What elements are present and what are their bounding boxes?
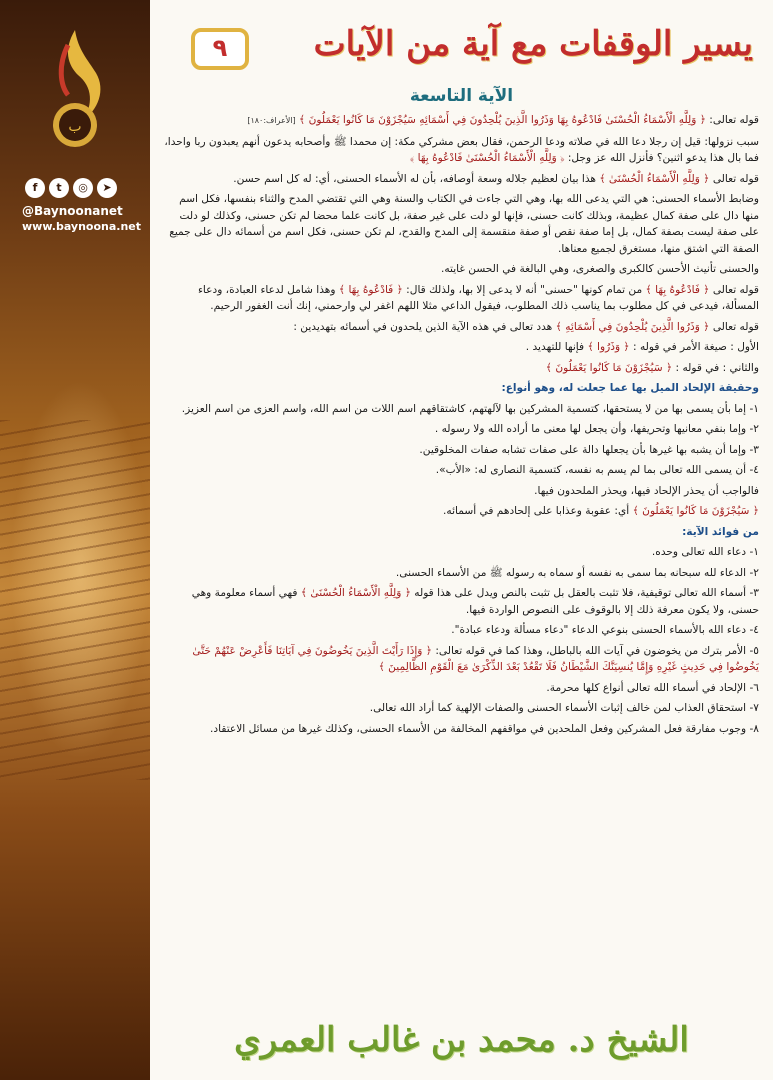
paragraph: والحسنى تأنيث الأحسن كالكبرى والصغرى، وهي البالغة في الحسن غايته. xyxy=(440,263,759,275)
section-heading: من فوائد الآية: xyxy=(682,525,759,538)
list-item: ٢- الدعاء لله سبحانه بما سمى به نفسه أو سماه به رسوله ﷺ من الأسماء الحسنى. xyxy=(395,566,759,579)
quran-quote: ﴿ وَلِلَّهِ الْأَسْمَاءُ الْحُسْنَىٰ ﴾ xyxy=(300,587,411,599)
list-item: ٥- الأمر بترك من يخوضون في آيات الله بالباطل، وهذا كما في قوله تعالى: ﴿ وَإِذَا رَأَيْتَ الَّذِينَ يَخُوضُونَ فِي آيَاتِنَا فَأَعْرِضْ عَنْهُمْ حَتَّىٰ يَخُوضُوا فِي حَدِيثٍ غَيْرِهِ وَإِمَّا يُنسِيَنَّكَ الشَّيْطَانُ فَلَا تَقْعُدْ بَعْدَ الذِّكْرَىٰ مَعَ الْقَوْمِ الظَّالِمِينَ ﴾ xyxy=(192,644,759,673)
svg-text:ب: ب xyxy=(68,119,82,135)
social-handle: @Baynoonanet xyxy=(22,204,123,218)
episode-number-badge: ٩ xyxy=(191,28,249,70)
header xyxy=(163,18,763,78)
author-signature: الشيخ د. محمد بن غالب العمري xyxy=(234,1020,689,1060)
website-link[interactable]: www.baynoona.net xyxy=(22,220,142,233)
page-title: يسير الوقفات مع آية من الآيات xyxy=(313,24,753,64)
quran-quote: ﴿ وَلِلَّهِ الْأَسْمَاءُ الْحُسْنَىٰ ﴾ xyxy=(599,172,710,185)
list-item: ٧- استحقاق العذاب لمن خالف إثبات الأسماء الحسنى والصفات الإلهية كما أراد الله تعالى. xyxy=(369,702,759,714)
list-item: ١- دعاء الله تعالى وحده. xyxy=(651,546,759,558)
quran-quote: ﴿ وَذَرُوا الَّذِينَ يُلْحِدُونَ فِي أَسْمَائِهِ ﴾ xyxy=(555,320,710,333)
decorative-sidebar xyxy=(0,0,150,1080)
paragraph: الأول : صيغة الأمر في قوله : ﴿ وَذَرُوا ﴾ فإنها للتهديد . xyxy=(525,341,759,353)
twitter-icon[interactable]: t xyxy=(49,178,69,198)
list-item: ٣- أسماء الله تعالى توقيفية، فلا تثبت بالعقل بل تثبت بالنص ويدل على هذا قوله ﴿ وَلِلَّهِ الْأَسْمَاءُ الْحُسْنَىٰ ﴾ فهي أسماء معلومة وهي حسنى، ولا يكون معرفة ذلك إلا بالوقوف على النصوص الواردة فيها. xyxy=(191,587,759,616)
paragraph: والثاني : في قوله : ﴿ سَيُجْزَوْنَ مَا كَانُوا يَعْمَلُونَ ﴾ xyxy=(545,361,759,374)
subtitle: الآية التاسعة xyxy=(409,86,514,106)
quran-quote: ﴿ فَادْعُوهُ بِهَا ﴾ xyxy=(338,283,403,296)
list-item: ٤- دعاء الله بالأسماء الحسنى بنوعي الدعاء "دعاء مسألة ودعاء عبادة". xyxy=(451,624,759,636)
instagram-icon[interactable]: ◎ xyxy=(73,178,93,198)
quran-quote: ﴿ وَذَرُوا ﴾ xyxy=(587,341,630,353)
paragraph: قوله تعالى: ﴿ وَلِلَّهِ الْأَسْمَاءُ الْحُسْنَىٰ فَادْعُوهُ بِهَا وَذَرُوا الَّذِينَ يُلْحِدُونَ فِي أَسْمَائِهِ سَيُجْزَوْنَ مَا كَانُوا يَعْمَلُونَ ﴾ [الأعراف:١٨٠] xyxy=(247,114,759,126)
telegram-icon[interactable]: ➤ xyxy=(97,178,117,198)
social-icons xyxy=(25,178,117,198)
list-item: ٨- وجوب مفارقة فعل المشركين وفعل الملحدين في مواقفهم المخالفة من الأسماء الحسنى، وكذلك غيرها من مسائل الاعتقاد. xyxy=(210,722,759,735)
list-item: ٦- الإلحاد في أسماء الله تعالى أنواع كلها محرمة. xyxy=(546,681,759,694)
paragraph: قوله تعالى ﴿ وَذَرُوا الَّذِينَ يُلْحِدُونَ فِي أَسْمَائِهِ ﴾ هدد تعالى في هذه الآية الذين يلحدون في أسمائه بتهديدين : xyxy=(293,320,759,333)
list-item: ١- إما بأن يسمى بها من لا يستحقها، كتسمية المشركين بها لآلهتهم، كاشتقاقهم اسم اللات من اسم الله، واسم العزى من اسم العزيز. xyxy=(181,402,759,415)
paragraph: قوله تعالى ﴿ فَادْعُوهُ بِهَا ﴾ من تمام كونها "حسنى" أنه لا يدعى إلا بها، ولذلك قال: ﴿ فَادْعُوهُ بِهَا ﴾ وهذا شامل لدعاء العبادة، ودعاء المسألة، فيدعى في كل مطلوب بما يناسب ذلك المطلوب، فيقول الداعي مثلا اللهم اغفر لي وارحمني، إنك أنت الغفور الرحيم. xyxy=(197,283,759,312)
list-item: ﴿ سَيُجْزَوْنَ مَا كَانُوا يَعْمَلُونَ ﴾ أي: عقوبة وعذابا على إلحادهم في أسمائه. xyxy=(443,505,759,517)
list-item: فالواجب أن يحذر الإلحاد فيها، ويحذر الملحدون فيها. xyxy=(534,484,759,497)
list-item: ٢- وإما بنفي معانيها وتحريفها، وأن يجعل لها معنى ما أراده الله ولا رسوله . xyxy=(434,423,759,435)
facebook-icon[interactable]: f xyxy=(25,178,45,198)
verse-reference: [الأعراف:١٨٠] xyxy=(247,116,296,125)
article-body xyxy=(161,112,759,741)
paragraph: قوله تعالى ﴿ وَلِلَّهِ الْأَسْمَاءُ الْحُسْنَىٰ ﴾ هذا بيان لعظيم جلاله وسعة أوصافه، بأن له الأسماء الحسنى، أي: له كل اسم حسن. xyxy=(233,172,759,185)
quran-quote: ﴿ سَيُجْزَوْنَ مَا كَانُوا يَعْمَلُونَ ﴾ xyxy=(632,505,759,517)
paragraph: وضابط الأسماء الحسنى: هي التي يدعى الله بها، وهي التي جاءت في الكتاب والسنة وهي التي تقتضي المدح والثناء بنفسها، فكل اسم منها دال على صفة كمال عظيمة، وبذلك كانت حسنى، فإنها لو دلت على غير صفة، بل كانت علما محضا لم تكن حسنى، وكذلك لو دلت على صفة ليست بصفة كمال، بل إما صفة نقص أو صفة منقسمة إلى المدح والقدح، لم تكن حسنى، فكل اسم من أسمائه دال على جميع الصفة التي اشتق منها، مستغرق لجميع معناها. xyxy=(169,193,759,255)
quran-quote: ﴿ فَادْعُوهُ بِهَا ﴾ xyxy=(645,283,710,296)
article xyxy=(150,0,773,1080)
quran-quote: ﴿ سَيُجْزَوْنَ مَا كَانُوا يَعْمَلُونَ ﴾ xyxy=(545,361,673,374)
book-pages-texture xyxy=(0,420,150,780)
paragraph: سبب نزولها: قيل إن رجلا دعا الله في صلاته ودعا الرحمن، فقال بعض مشركي مكة: إن محمدا ﷺ وأصحابه يدعون أنهم يعبدون ربا واحدا، فما بال هذا يدعو اثنين؟ فأنزل الله عز وجل: ﴿ وَلِلَّهِ الْأَسْمَاءُ الْحُسْنَىٰ فَادْعُوهُ بِهَا ﴾ xyxy=(164,135,759,164)
list-item: ٤- أن يسمى الله تعالى بما لم يسم به نفسه، كتسمية النصارى له: «الأب». xyxy=(435,464,759,476)
list-item: ٣- وإما أن يشبه بها غيرها بأن يجعلها دالة على صفات تشابه صفات المخلوقين. xyxy=(419,443,759,456)
quran-quote: ﴿ وَلِلَّهِ الْأَسْمَاءُ الْحُسْنَىٰ فَادْعُوهُ بِهَا ﴾ xyxy=(409,152,565,164)
quran-quote: ﴿ وَلِلَّهِ الْأَسْمَاءُ الْحُسْنَىٰ فَادْعُوهُ بِهَا وَذَرُوا الَّذِينَ يُلْحِدُونَ فِي أَسْمَائِهِ سَيُجْزَوْنَ مَا كَانُوا يَعْمَلُونَ ﴾ xyxy=(299,114,706,126)
baynoona-logo-icon xyxy=(38,25,113,155)
quran-quote: ﴿ وَإِذَا رَأَيْتَ الَّذِينَ يَخُوضُونَ فِي آيَاتِنَا فَأَعْرِضْ عَنْهُمْ حَتَّىٰ يَخُوضُوا فِي حَدِيثٍ غَيْرِهِ وَإِمَّا يُنسِيَنَّكَ الشَّيْطَانُ فَلَا تَقْعُدْ بَعْدَ الذِّكْرَىٰ مَعَ الْقَوْمِ الظَّالِمِينَ ﴾ xyxy=(192,644,759,673)
section-heading: وحقيقة الإلحاد الميل بها عما جعلت له، وهو أنواع: xyxy=(501,382,759,394)
